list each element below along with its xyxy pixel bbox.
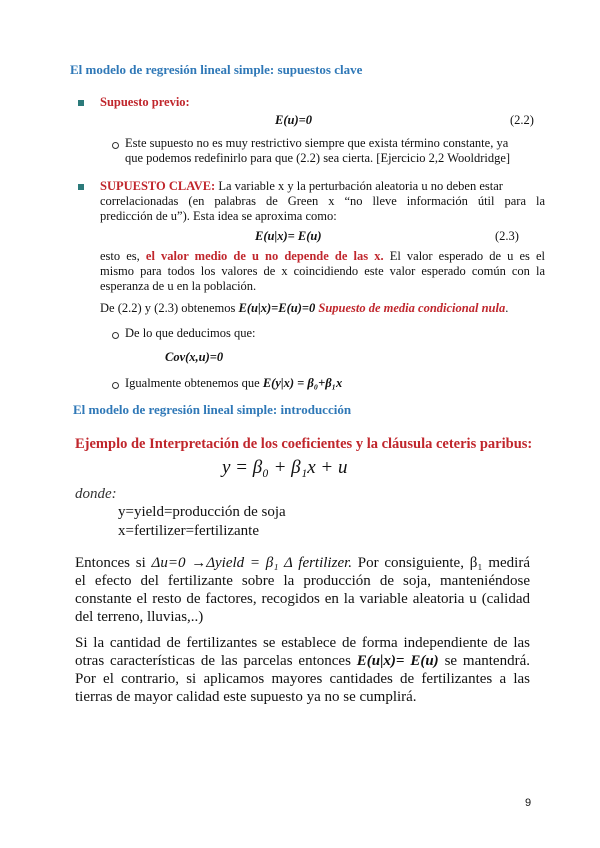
clave-equation: E(u|x)= E(u) xyxy=(255,229,322,243)
clave-line1-text: La variable x y la perturbación aleatoria u no deben estar xyxy=(218,179,503,193)
square-bullet-icon xyxy=(78,184,84,190)
definition-y: y=yield=producción de soja xyxy=(118,504,286,520)
section-title-supuestos: El modelo de regresión lineal simple: supuestos clave xyxy=(70,62,363,77)
para1-line2: el efecto del fertilizante sobre la producción de soja, manteniéndose xyxy=(75,573,530,589)
para1-start: Entonces si xyxy=(75,555,146,571)
combined-highlight: Supuesto de media condicional nula xyxy=(318,301,506,315)
para1-rest: Por consiguiente, β₁ medirá xyxy=(357,555,530,571)
circle-bullet-icon xyxy=(112,142,119,149)
prev-eq-number: (2.2) xyxy=(510,113,534,127)
para1-line4: del terreno, lluvias,..) xyxy=(75,609,204,625)
donde-label: donde: xyxy=(75,486,117,502)
clave-para-line2: mismo para todos los valores de x coincidiendo este valor esperado común con la xyxy=(100,264,545,278)
clave-para-line1 xyxy=(100,249,545,264)
definition-x: x=fertilizer=fertilizante xyxy=(118,523,260,539)
section-title-introduccion: El modelo de regresión lineal simple: introducción xyxy=(73,402,352,417)
para2-line2 xyxy=(75,652,530,670)
clave-label: SUPUESTO CLAVE: xyxy=(100,179,216,193)
para2-line4: tierras de mayor calidad este supuesto ya no se cumplirá. xyxy=(75,689,417,705)
igual-equation: E(y|x) = β₀+β₁x xyxy=(262,376,343,390)
para1-line3: constante el resto de factores, recogidos en la variable aleatoria u (calidad xyxy=(75,591,530,607)
deduce-text: De lo que deducimos que: xyxy=(125,326,256,340)
igual-text: Igualmente obtenemos que xyxy=(125,376,260,390)
clave-eq-number: (2.3) xyxy=(495,229,519,243)
clave-para-start: esto es, xyxy=(100,249,140,263)
example-title: Ejemplo de Interpretación de los coeficientes y la cláusula ceteris paribus: xyxy=(75,436,533,452)
clave-para-highlight: el valor medio de u no depende de las x. xyxy=(145,249,384,263)
prev-label: Supuesto previo: xyxy=(100,95,190,109)
igual-line xyxy=(125,376,342,391)
para2-line3: Por el contrario, si aplicamos mayores cantidades de fertilizantes a las xyxy=(75,671,530,687)
para1-line1 xyxy=(75,554,530,572)
model-equation: y = β₀ + β₁x + u xyxy=(222,457,348,478)
para1-equation: Δu=0 →Δyield = β₁ Δ fertilizer. xyxy=(151,555,353,571)
combined-line xyxy=(100,301,508,316)
para2-start: otras características de las parcelas entonces xyxy=(75,653,351,669)
clave-line3: predicción de u”). Esta idea se aproxima como: xyxy=(100,209,337,223)
cov-equation: Cov(x,u)=0 xyxy=(165,350,224,364)
prev-note-line2: que podemos redefinirlo para que (2.2) sea cierta. [Ejercicio 2,2 Wooldridge] xyxy=(125,151,511,165)
clave-para-line3: esperanza de u en la población. xyxy=(100,279,257,293)
circle-bullet-icon xyxy=(112,332,119,339)
circle-bullet-icon xyxy=(112,382,119,389)
clave-line2: correlacionadas (en palabras de Green x “no lleve información útil para la xyxy=(100,194,545,208)
square-bullet-icon xyxy=(78,100,84,106)
page-number: 9 xyxy=(525,797,532,809)
prev-equation: E(u)=0 xyxy=(275,113,312,127)
para2-rest: se mantendrá. xyxy=(444,653,530,669)
clave-para-rest: El valor esperado de u es el xyxy=(389,249,545,263)
prev-note-line1: Este supuesto no es muy restrictivo siempre que exista término constante, ya xyxy=(125,136,509,150)
combined-equation: E(u|x)=E(u)=0 xyxy=(238,301,316,315)
combined-end: . xyxy=(505,301,509,315)
clave-line1 xyxy=(100,179,545,194)
para2-line1: Si la cantidad de fertilizantes se establece de forma independiente de las xyxy=(75,635,530,651)
combined-start: De (2.2) y (2.3) obtenemos xyxy=(100,301,236,315)
para2-equation: E(u|x)= E(u) xyxy=(356,653,439,669)
